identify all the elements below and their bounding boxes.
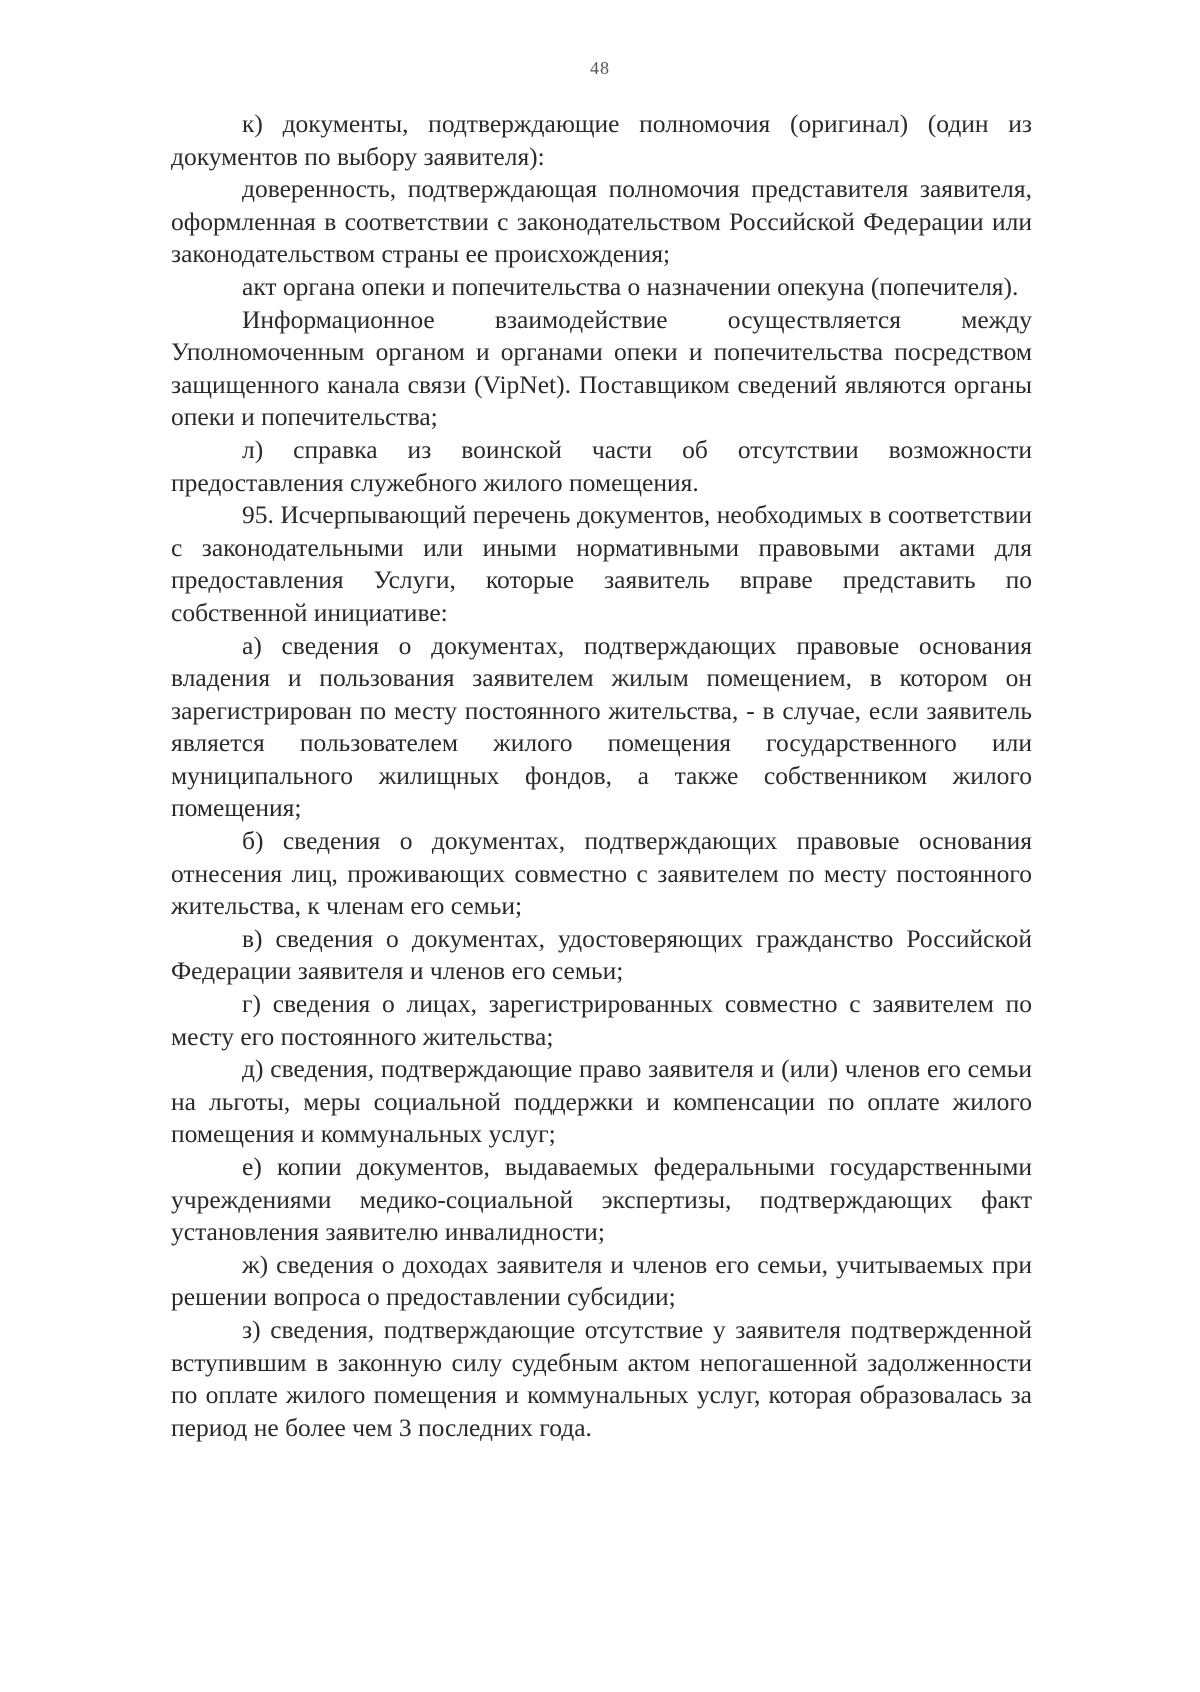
paragraph-information-exchange: Информационное взаимодействие осуществляется между Уполномоченным органом и органами опеки и попечительства посредством защищенного канала связи (VipNet). Поставщиком сведений являются органы опеки и попечительства; [171, 304, 1032, 432]
paragraph-b-family-members: б) сведения о документах, подтверждающих правовые основания отнесения лиц, проживающих совместно с заявителем по месту постоянного жительства, к членам его семьи; [171, 826, 1032, 921]
paragraph-v-citizenship: в) сведения о документах, удостоверяющих гражданство Российской Федерации заявителя и членов его семьи; [171, 923, 1032, 986]
page-number: 48 [590, 58, 610, 78]
paragraph-g-registered-persons: г) сведения о лицах, зарегистрированных совместно с заявителем по месту его постоянного жительства; [171, 989, 1032, 1051]
paragraph-a-housing-rights: а) сведения о документах, подтверждающих правовые основания владения и пользования заявителем жилым помещением, в котором он зарегистрирован по месту постоянного жительства, - в случае, если заявитель является пользователем жилого помещения государственного или муниципального жилищных фондов, а также собственником жилого помещения; [171, 630, 1032, 823]
document-body [171, 108, 1032, 1444]
paragraph-e-disability: е) копии документов, выдаваемых федеральными государственными учреждениями медико-социальной экспертизы, подтверждающих факт установления заявителю инвалидности; [171, 1152, 1032, 1247]
paragraph-z-debt: з) сведения, подтверждающие отсутствие у заявителя подтвержденной вступившим в законную силу судебным актом непогашенной задолженности по оплате жилого помещения и коммунальных услуг, которая образовалась за период не более чем 3 последних года. [171, 1314, 1032, 1442]
paragraph-k-documents: к) документы, подтверждающие полномочия (оригинал) (один из документов по выбору заявителя): [171, 109, 1032, 171]
paragraph-d-benefits: д) сведения, подтверждающие право заявителя и (или) членов его семьи на льготы, меры социальной поддержки и компенсации по оплате жилого помещения и коммунальных услуг; [171, 1054, 1032, 1149]
paragraph-zh-income: ж) сведения о доходах заявителя и членов его семьи, учитываемых при решении вопроса о предоставлении субсидии; [171, 1249, 1032, 1312]
paragraph-l-military-certificate: л) справка из воинской части об отсутствии возможности предоставления служебного жилого помещения. [171, 434, 1032, 497]
paragraph-power-of-attorney: доверенность, подтверждающая полномочия представителя заявителя, оформленная в соответствии с законодательством Российской Федерации или законодательством страны ее происхождения; [171, 174, 1032, 269]
paragraph-95-document-list: 95. Исчерпывающий перечень документов, необходимых в соответствии с законодательными или иными нормативными правовыми актами для предоставления Услуги, которые заявитель вправе представить по собственной инициативе: [171, 500, 1032, 627]
paragraph-guardianship-act: акт органа опеки и попечительства о назначении опекуна (попечителя). [242, 271, 1019, 301]
